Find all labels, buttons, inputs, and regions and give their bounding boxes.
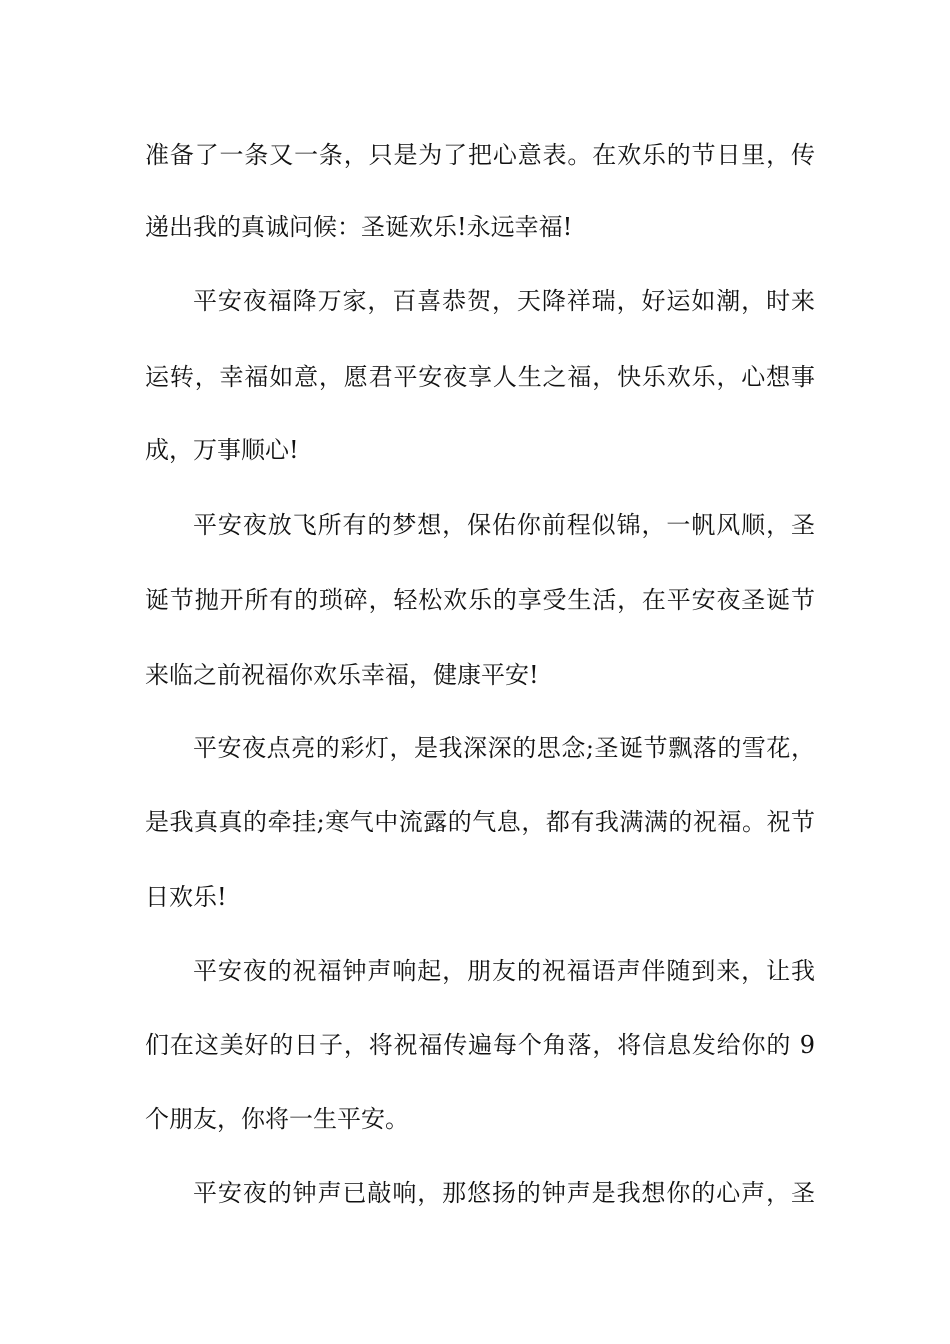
paragraph-start-line: 平安夜放飞所有的梦想，保佑你前程似锦，一帆风顺，圣 [193, 511, 815, 539]
text-line: 是我真真的牵挂;寒气中流露的气息，都有我满满的祝福。祝节 [145, 808, 815, 836]
text-line: 诞节抛开所有的琐碎，轻松欢乐的享受生活，在平安夜圣诞节 [145, 586, 815, 614]
text-line: 个朋友，你将一生平安。 [145, 1105, 409, 1133]
text-line: 成，万事顺心! [145, 436, 299, 464]
paragraph-start-line: 平安夜的祝福钟声响起，朋友的祝福语声伴随到来，让我 [193, 957, 815, 985]
text-line: 递出我的真诚问候：圣诞欢乐!永远幸福! [145, 213, 573, 241]
text-line: 运转，幸福如意，愿君平安夜享人生之福，快乐欢乐，心想事 [145, 363, 815, 391]
paragraph-start-line: 平安夜的钟声已敲响，那悠扬的钟声是我想你的心声，圣 [193, 1179, 815, 1207]
text-line: 日欢乐! [145, 883, 227, 911]
paragraph-start-line: 平安夜福降万家，百喜恭贺，天降祥瑞，好运如潮，时来 [193, 287, 815, 315]
text-line: 来临之前祝福你欢乐幸福，健康平安! [145, 661, 539, 689]
text-line: 准备了一条又一条，只是为了把心意表。在欢乐的节日里，传 [145, 141, 815, 169]
paragraph-start-line: 平安夜点亮的彩灯，是我深深的思念;圣诞节飘落的雪花， [193, 734, 815, 762]
text-line: 们在这美好的日子，将祝福传遍每个角落，将信息发给你的 9 [145, 1031, 815, 1059]
